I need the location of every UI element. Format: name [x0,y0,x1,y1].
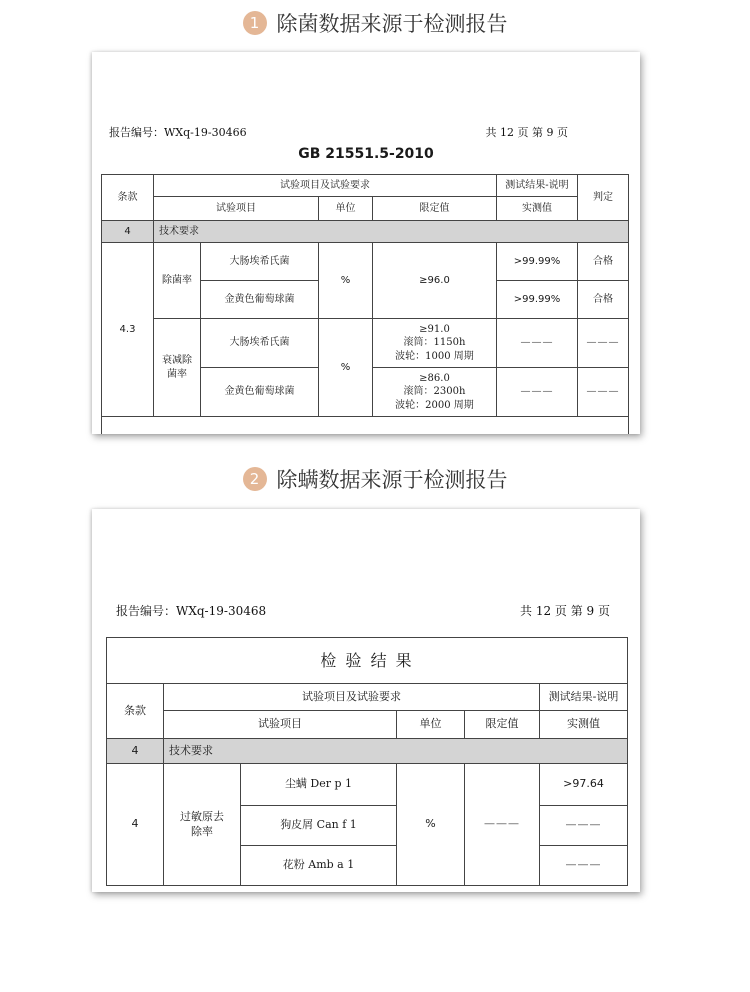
table1-cut-row [102,417,629,435]
t2-hdr-item-req: 试验项目及试验要求 [164,684,540,711]
group2-limit-2c: 波轮：2000 周期 [395,399,474,411]
t2-tech-clause: 4 [107,739,164,764]
allergen-1: 尘螨 Der p 1 [241,764,397,806]
group2-organism-2: 金黄色葡萄球菌 [201,368,319,417]
t2-group-name [164,764,241,886]
table2-title: 检 验 结 果 [107,638,628,684]
allergen-value-3: ——— [540,846,628,886]
tech-clause: 4 [102,221,154,243]
section1-number-badge: 1 [243,11,267,35]
hdr-item: 试验项目 [154,197,319,221]
group2-limit-1a: ≥91.0 [419,323,450,335]
hdr-judge: 判定 [578,175,629,221]
report1-number: 报告编号：WXq-19-30466 [109,126,247,139]
t2-hdr-unit: 单位 [397,711,465,739]
section2-number-badge: 2 [243,467,267,491]
group2-limit-1 [373,319,497,368]
group2-name [154,319,201,417]
group2-judge-1: ——— [578,319,629,368]
group1-limit: ≥96.0 [373,243,497,319]
section2-heading [0,464,750,494]
t2-group-name-text: 过敏原去除率 [180,809,224,838]
group2-limit-1c: 波轮：1000 周期 [395,350,474,362]
group1-name: 除菌率 [154,243,201,319]
t2-hdr-clause: 条款 [107,684,164,739]
group2-organism-1: 大肠埃希氏菌 [201,319,319,368]
hdr-result-desc: 测试结果-说明 [497,175,578,197]
report1-page: 共 12 页 第 9 页 [485,126,568,139]
group2-limit-2a: ≥86.0 [419,372,450,384]
report-paper-1 [92,52,640,434]
section1-heading [0,8,750,38]
report2-page: 共 12 页 第 9 页 [520,604,610,618]
group1-organism-1: 大肠埃希氏菌 [201,243,319,281]
group1-organism-2: 金黄色葡萄球菌 [201,281,319,319]
group1-value-1: >99.99% [497,243,578,281]
group2-limit-2 [373,368,497,417]
t2-hdr-measured: 实测值 [540,711,628,739]
hdr-limit: 限定值 [373,197,497,221]
group2-unit: % [319,319,373,417]
hdr-item-req: 试验项目及试验要求 [154,175,497,197]
group1-value-2: >99.99% [497,281,578,319]
group1-judge-1: 合格 [578,243,629,281]
group2-name-text: 衰减除菌率 [162,355,192,380]
t2-hdr-limit: 限定值 [465,711,540,739]
report2-number: 报告编号：WXq-19-30468 [116,604,267,618]
t2-unit: % [397,764,465,886]
hdr-clause: 条款 [102,175,154,221]
allergen-value-1: >97.64 [540,764,628,806]
t2-hdr-result-desc: 测试结果-说明 [540,684,628,711]
report1-standard: GB 21551.5-2010 [298,146,434,162]
section1-title: 除菌数据来源于检测报告 [276,12,508,36]
t2-limit: ——— [465,764,540,886]
report1-table [101,174,629,434]
hdr-unit: 单位 [319,197,373,221]
group1-unit: % [319,243,373,319]
section2-title: 除螨数据来源于检测报告 [276,468,508,492]
group2-judge-2: ——— [578,368,629,417]
report2-table [106,637,628,886]
tech-label: 技术要求 [154,221,629,243]
hdr-measured: 实测值 [497,197,578,221]
group2-value-2: ——— [497,368,578,417]
t2-hdr-item: 试验项目 [164,711,397,739]
t2-clause-4: 4 [107,764,164,886]
group2-value-1: ——— [497,319,578,368]
allergen-2: 狗皮屑 Can f 1 [241,806,397,846]
allergen-value-2: ——— [540,806,628,846]
report-paper-2 [92,509,640,892]
group1-judge-2: 合格 [578,281,629,319]
group2-limit-2b: 滚筒：2300h [403,386,466,398]
group2-limit-1b: 滚筒：1150h [403,337,466,349]
clause-4-3: 4.3 [102,243,154,417]
allergen-3: 花粉 Amb a 1 [241,846,397,886]
t2-tech-label: 技术要求 [164,739,628,764]
